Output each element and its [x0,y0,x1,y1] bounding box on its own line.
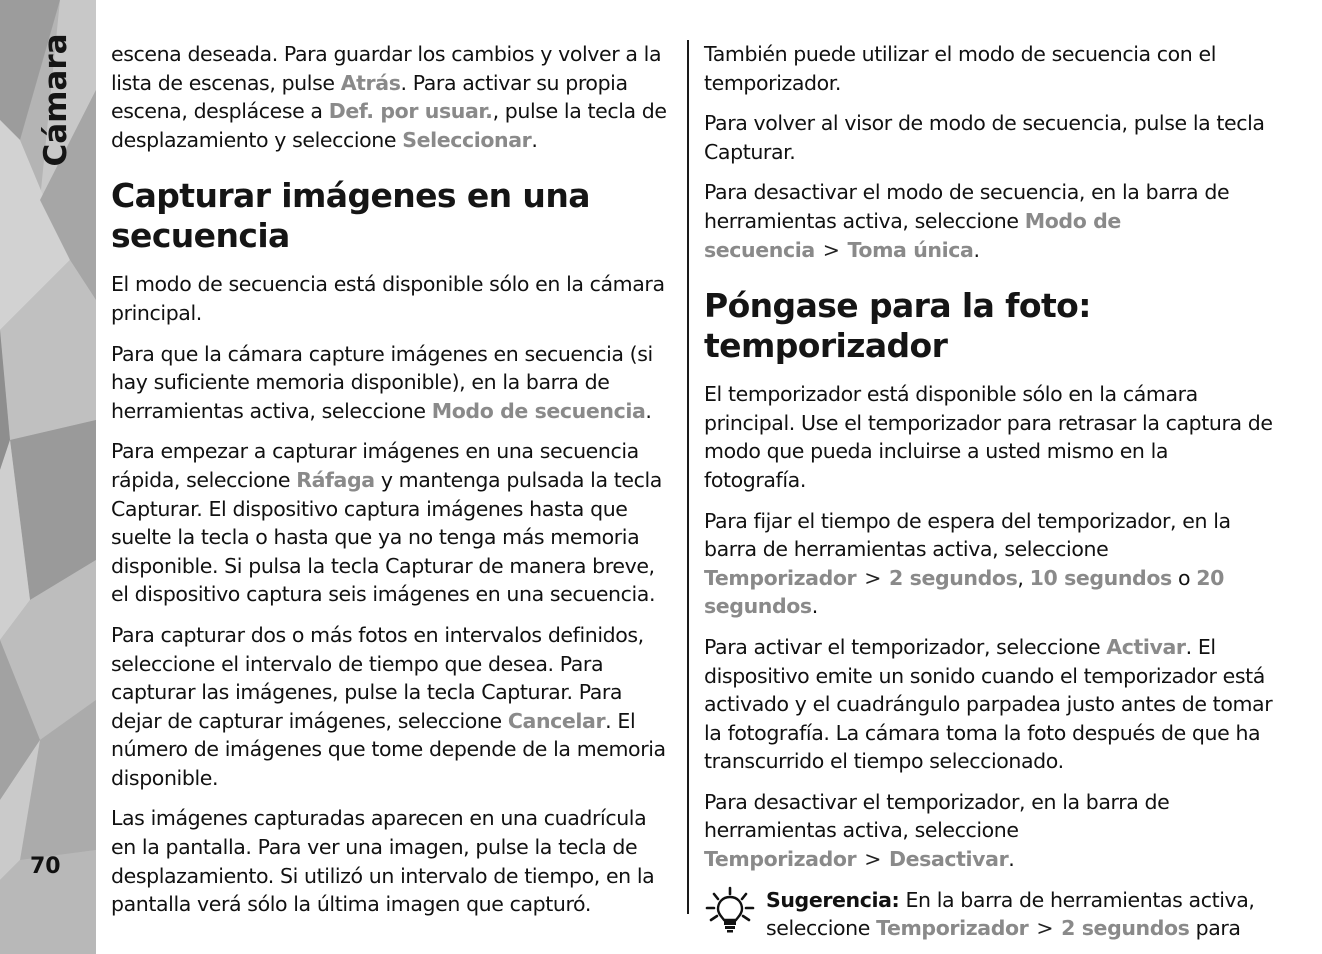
ui-term-toma-unica: Toma única [847,237,974,262]
paragraph [111,340,676,426]
section-sidebar [0,0,96,954]
ui-term-activar: Activar [1106,634,1186,659]
paragraph: El temporizador está disponible sólo en la cámara principal. Use el temporizador para retrasar la captura de modo que pueda incluirse a usted mismo en la fotografía. [704,382,1273,492]
paragraph: Las imágenes capturadas aparecen en una cuadrícula en la pantalla. Para ver una imagen, pulse la tecla de desplazamiento. Si utilizó un intervalo de tiempo, en la pantalla verá sólo la última imagen que capturó. [111,806,655,917]
paragraph [704,178,1274,264]
paragraph [704,788,1274,874]
text: En la barra de herramientas activa, seleccione [766,887,1255,941]
tip-box [704,886,1274,943]
text: . [811,594,818,619]
section-title-text: Cámara [38,33,74,167]
text: Para empezar a capturar imágenes en una secuencia rápida, seleccione [111,439,639,492]
menu-separator: > [864,847,882,872]
heading-temporizador: Póngase para la foto: temporizador [704,286,1091,366]
text: Para fijar el tiempo de espera del temporizador, en la barra de herramientas activa, seleccione [704,508,1231,562]
left-column [111,40,676,931]
text: y mantenga pulsada la tecla Capturar. El dispositivo captura imágenes hasta que suelte la tecla o hasta que ya no tenga más memoria disponible. Si pulsa la tecla Capturar de manera breve, el dispositivo captura seis imágenes en una secuencia. [111,467,662,607]
text: Para desactivar el temporizador, en la barra de herramientas activa, seleccione [704,789,1170,843]
ui-term-desactivar: Desactivar [889,847,1009,872]
ui-term-20-segundos: 20 segundos [704,565,1224,619]
text: , pulse la tecla de desplazamiento y seleccione [111,99,667,152]
text: para [1189,916,1241,941]
ui-term-2-segundos: 2 segundos [889,565,1018,590]
heading-capturar-secuencia: Capturar imágenes en una secuencia [111,176,590,256]
text: Para que la cámara capture imágenes en secuencia (si hay suficiente memoria disponible), en la barra de herramientas activa, seleccione [111,341,653,423]
page-number: 70 [30,854,61,879]
ui-term-atras: Atrás [340,70,401,95]
text: . [973,237,980,262]
ui-term-def-por-usuar: Def. por usuar. [328,99,493,124]
paragraph [111,437,676,609]
ui-term-10-segundos: 10 segundos [1029,565,1172,590]
text: Para activar el temporizador, seleccione [704,634,1107,659]
text: . El número de imágenes que tome depende de la memoria disponible. [111,708,666,790]
paragraph: El modo de secuencia está disponible sólo en la cámara principal. [111,272,665,325]
menu-separator: > [822,237,840,262]
menu-separator: > [864,565,882,590]
menu-separator: > [1036,916,1054,941]
text: o [1171,565,1197,590]
text: . [645,398,652,423]
text: . [531,127,538,152]
text: . Para activar su propia escena, desplácese a [111,70,628,124]
paragraph [111,621,676,793]
ui-term-2-segundos: 2 segundos [1061,916,1190,941]
text: Para desactivar el modo de secuencia, en la barra de herramientas activa, seleccione [704,180,1230,233]
paragraph: Para volver al visor de modo de secuencia, pulse la tecla Capturar. [704,111,1265,164]
ui-term-modo-de-secuencia: Modo de secuencia [704,208,1121,262]
text: , [1017,565,1030,590]
tip-label: Sugerencia: [766,887,900,912]
text: . El dispositivo emite un sonido cuando el temporizador está activado y el cuadrángulo parpadea justo antes de tomar la fotografía. La cámara toma la foto después de que ha transcurrido el tiempo seleccionado. [704,634,1273,774]
ui-term-cancelar: Cancelar [507,708,606,733]
column-divider [687,40,689,914]
ui-term-temporizador: Temporizador [876,916,1029,941]
paragraph [704,633,1274,776]
ui-term-rafaga: Ráfaga [296,467,375,492]
paragraph [704,507,1274,621]
ui-term-seleccionar: Seleccionar [402,127,532,152]
text: escena deseada. Para guardar los cambios y volver a la lista de escenas, pulse [111,42,662,95]
right-column [704,40,1274,943]
paragraph [111,40,676,154]
ui-term-temporizador: Temporizador [704,847,857,872]
paragraph: También puede utilizar el modo de secuencia con el temporizador. [704,42,1217,95]
text: . [1008,847,1015,872]
lightbulb-icon [704,886,756,934]
ui-term-temporizador: Temporizador [704,565,857,590]
text: Para capturar dos o más fotos en intervalos definidos, seleccione el intervalo de tiempo que desea. Para capturar las imágenes, pulse la tecla Capturar. Para dejar de capturar imágenes, seleccione [111,622,644,733]
ui-term-modo-de-secuencia: Modo de secuencia [431,398,646,423]
section-title [0,33,96,167]
